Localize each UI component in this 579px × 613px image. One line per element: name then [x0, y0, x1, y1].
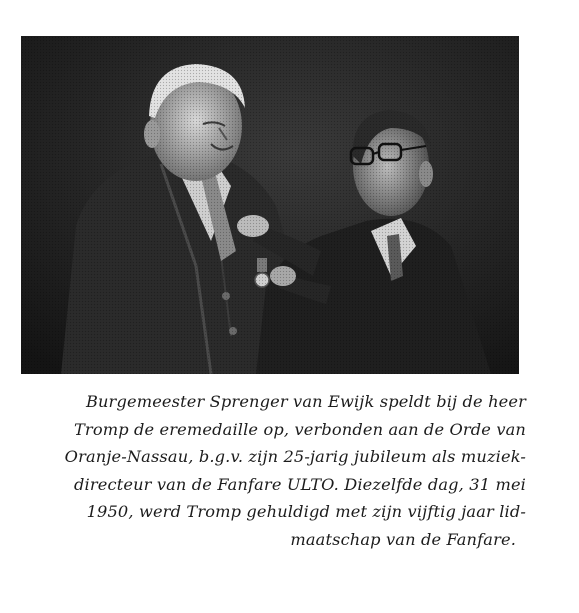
photograph: [21, 36, 519, 374]
caption-line: 1950, werd Tromp gehuldigd met zijn vijftig jaar lid-: [86, 502, 526, 522]
caption-line: Tromp de eremedaille op, verbonden aan de Orde van: [73, 419, 526, 439]
caption-line: Burgemeester Sprenger van Ewijk speldt bij de heer: [85, 392, 526, 411]
caption-line: maatschap van de Fanfare.: [290, 529, 516, 549]
photo-caption: [24, 388, 526, 554]
caption-line: Oranje-Nassau, b.g.v. zijn 25-jarig jubileum als muziek-: [64, 447, 526, 467]
caption-line: directeur van de Fanfare ULTO. Diezelfde dag, 31 mei: [74, 474, 526, 494]
